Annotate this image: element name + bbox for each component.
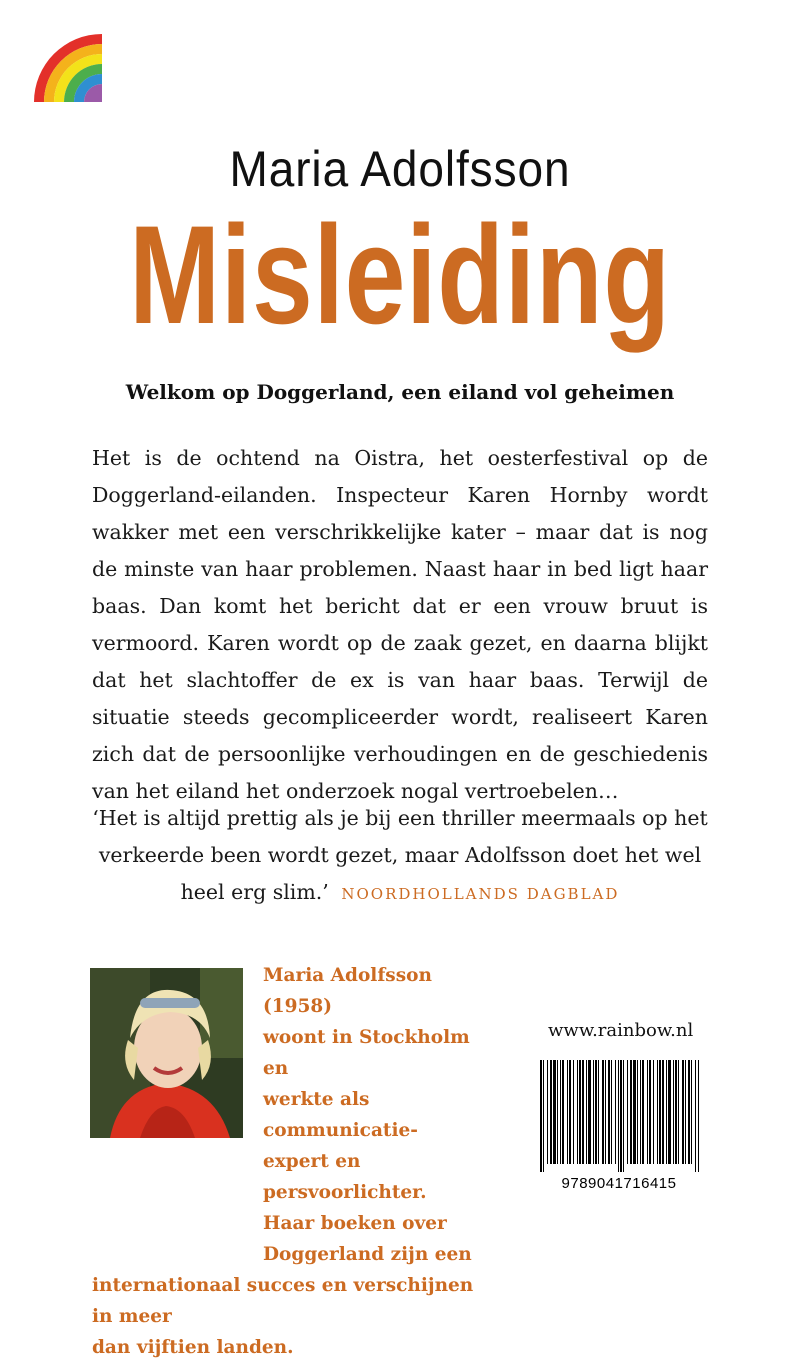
barcode-bar <box>653 1060 654 1164</box>
barcode-bar <box>595 1060 597 1164</box>
bio-line: expert en persvoorlichter. <box>263 1151 427 1203</box>
barcode-bar <box>573 1060 574 1164</box>
barcode-bar <box>611 1060 612 1164</box>
barcode-bar <box>579 1060 581 1164</box>
barcode-bar <box>547 1060 548 1164</box>
publisher-website[interactable]: www.rainbow.nl <box>548 1020 694 1041</box>
book-title: Misleiding <box>129 196 671 353</box>
barcode-bar <box>577 1060 578 1164</box>
barcode-bar <box>647 1060 648 1164</box>
barcode-bar <box>540 1060 542 1172</box>
barcode-bar <box>691 1060 692 1164</box>
barcode-bar <box>678 1060 679 1164</box>
barcode-bar <box>642 1060 644 1164</box>
bio-line: Haar boeken over <box>263 1213 447 1234</box>
tagline: Welkom op Doggerland, een eiland vol geheimen <box>125 380 675 404</box>
barcode-bar <box>659 1060 661 1164</box>
barcode-bar <box>649 1060 651 1164</box>
barcode-bar <box>668 1060 671 1164</box>
barcode-bar <box>640 1060 641 1164</box>
barcode-bar <box>543 1060 544 1172</box>
barcode-bar <box>698 1060 699 1172</box>
barcode-bar <box>695 1060 696 1172</box>
isbn-barcode <box>534 1058 704 1193</box>
bio-line: Doggerland zijn een <box>263 1244 472 1265</box>
bio-line: internationaal succes en verschijnen in meer <box>92 1275 474 1327</box>
quote-source: NOORDHOLLANDS DAGBLAD <box>341 885 620 903</box>
barcode-bar <box>633 1060 636 1164</box>
bio-line: woont in Stockholm en <box>263 1027 470 1079</box>
barcode-bar <box>588 1060 591 1164</box>
barcode-bar <box>627 1060 628 1164</box>
barcode-bar <box>550 1060 552 1164</box>
bio-line: werkte als communicatie- <box>263 1089 418 1141</box>
isbn-number: 9789041716415 <box>561 1175 677 1192</box>
barcode-bar <box>685 1060 686 1164</box>
barcode-bar <box>615 1060 616 1164</box>
bio-line: Maria Adolfsson (1958) <box>263 965 432 1017</box>
barcode-bar <box>602 1060 604 1164</box>
author-name: Maria Adolfsson <box>229 141 571 197</box>
barcode-bar <box>598 1060 599 1164</box>
barcode-bar <box>593 1060 594 1164</box>
barcode-bar <box>567 1060 568 1164</box>
barcode-bar <box>582 1060 584 1164</box>
barcode-bar <box>688 1060 690 1164</box>
author-bio <box>92 960 492 1363</box>
quote-text: ‘Het is altijd prettig als je bij een thriller meermaals op het verkeerde been wordt gezet, maar Adolfsson doet het wel heel erg slim.’ <box>92 806 708 904</box>
barcode-bar <box>623 1060 624 1172</box>
bio-line: dan vijftien landen. <box>92 1337 294 1358</box>
barcode-bar <box>586 1060 587 1164</box>
barcode-bar <box>666 1060 667 1164</box>
barcode-bar <box>682 1060 684 1164</box>
barcode-bar <box>662 1060 664 1164</box>
barcode-bar <box>620 1060 622 1172</box>
rainbow-logo-icon <box>34 34 102 102</box>
barcode-bar <box>657 1060 658 1164</box>
barcode-bar <box>673 1060 674 1164</box>
barcode-bar <box>557 1060 558 1164</box>
barcode-bar <box>608 1060 610 1164</box>
barcode-bar <box>569 1060 571 1164</box>
barcode-bar <box>637 1060 638 1164</box>
barcode-bar <box>675 1060 677 1164</box>
barcode-bar <box>618 1060 619 1172</box>
barcode-bar <box>605 1060 606 1164</box>
barcode-bar <box>630 1060 632 1164</box>
review-quote <box>92 800 708 913</box>
barcode-bar <box>562 1060 564 1164</box>
barcode-bar <box>553 1060 556 1164</box>
barcode-bar <box>560 1060 561 1164</box>
blurb-text: Het is de ochtend na Oistra, het oesterfestival op de Doggerland-eilanden. Inspecteur Karen Hornby wordt wakker met een verschrikkelijke kater – maar dat is nog de minste van haar problemen. Naast haar in bed ligt haar baas. Dan komt het bericht dat er een vrouw bruut is vermoord. Karen wordt op de zaak gezet, en daarna blijkt dat het slachtoffer de ex is van haar baas. Terwijl de situatie steeds gecompliceerder wordt, realiseert Karen zich dat de persoonlijke verhoudingen en de geschiedenis van het eiland het onderzoek nogal vertroebelen… <box>92 446 708 803</box>
